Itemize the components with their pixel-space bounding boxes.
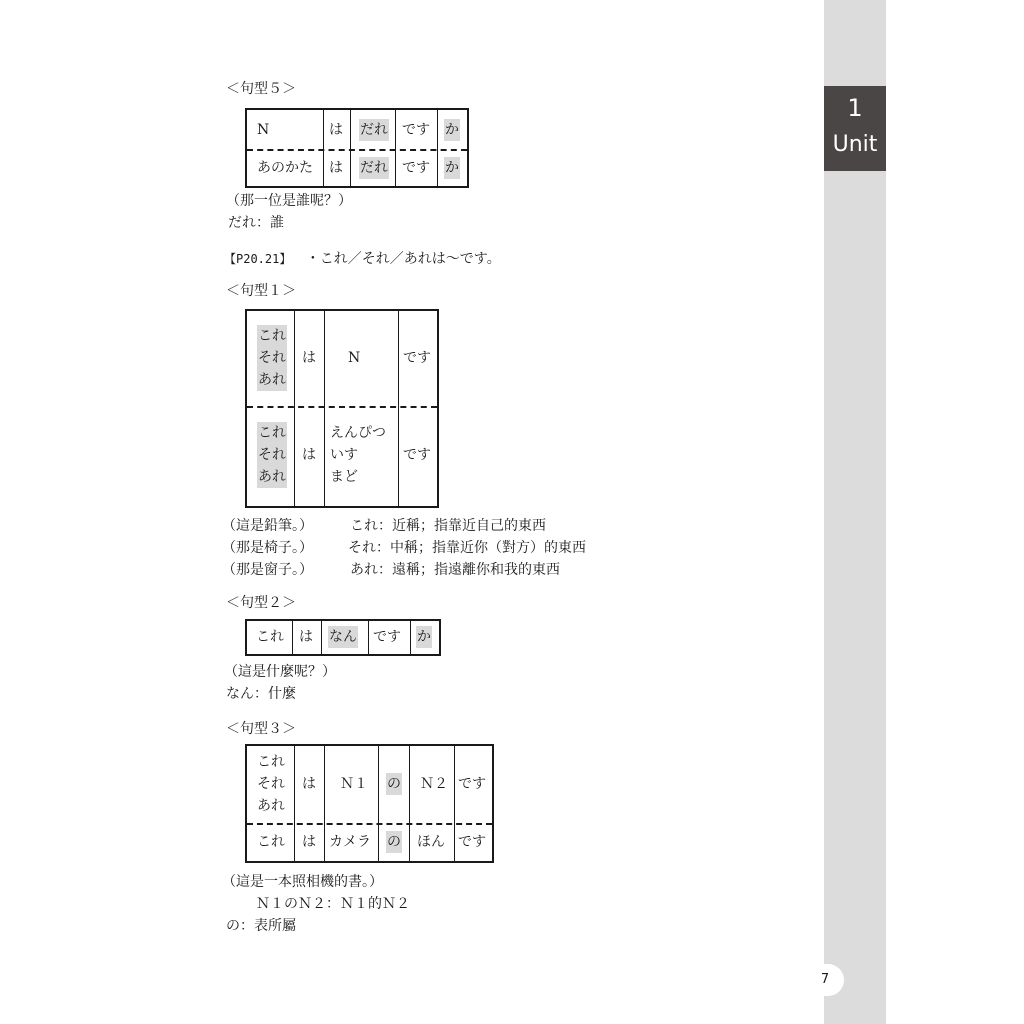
p3-no2: の: [386, 831, 402, 853]
p5-cell-dare2: だれ: [359, 157, 389, 179]
p1-kore2: これ: [257, 422, 287, 444]
pattern1-table: [245, 309, 439, 508]
p1-translation-3: （那是窗子。）: [222, 562, 313, 578]
p2-kore: これ: [256, 629, 284, 645]
pattern1-heading: ＜句型１＞: [226, 283, 296, 299]
p1-wa: は: [302, 350, 316, 366]
unit-tab: [824, 86, 886, 171]
pattern2-note: なん：什麼: [226, 686, 296, 702]
p1-translation-2: （那是椅子。）: [222, 540, 313, 556]
p3-desu: です: [458, 776, 486, 792]
p1-desu2: です: [403, 447, 431, 463]
p1-note-1: これ：近稱；指靠近自己的東西: [350, 518, 546, 534]
p1-n: N: [348, 350, 361, 366]
p5-cell-wa2: は: [329, 160, 343, 176]
pattern5-heading: ＜句型５＞: [226, 81, 296, 97]
pattern3-table: [245, 744, 494, 863]
page-reference: 【P20.21】: [224, 252, 292, 266]
p1-kore: これ: [257, 325, 287, 347]
p5-cell-anokata: あのかた: [257, 160, 313, 176]
p1-sore: それ: [257, 347, 287, 369]
p5-cell-dare: だれ: [359, 119, 389, 141]
unit-label: Unit: [832, 132, 878, 157]
pattern3-note-1: Ｎ１のＮ２：Ｎ１的Ｎ２: [256, 896, 410, 912]
p5-cell-wa: は: [329, 122, 343, 138]
p1-note-3: あれ：遠稱；指遠離你和我的東西: [350, 562, 560, 578]
p3-sore: それ: [257, 776, 285, 792]
pattern3-translation: （這是一本照相機的書。）: [222, 874, 383, 890]
page-number: 7: [806, 964, 844, 996]
p3-no: の: [386, 773, 402, 795]
p3-kore2: これ: [257, 834, 285, 850]
p3-camera: カメラ: [329, 834, 371, 850]
p5-cell-ka2: か: [444, 157, 460, 179]
pattern2-translation: （這是什麼呢？）: [224, 664, 336, 680]
reference-line: [224, 250, 501, 268]
p1-desu: です: [403, 350, 431, 366]
p5-cell-n: N: [257, 122, 270, 138]
pattern5-note: だれ：誰: [228, 215, 284, 231]
p1-isu: いす: [330, 447, 358, 463]
unit-number: 1: [847, 94, 863, 122]
p1-wa2: は: [302, 447, 316, 463]
p3-kore: これ: [257, 754, 285, 770]
p5-cell-desu2: です: [402, 160, 430, 176]
pattern2-heading: ＜句型２＞: [226, 595, 296, 611]
reference-text: ・これ／それ／あれは～です。: [305, 251, 501, 267]
p2-wa: は: [299, 629, 313, 645]
p2-nan: なん: [328, 626, 358, 648]
p5-cell-desu: です: [402, 122, 430, 138]
p2-ka: か: [416, 626, 432, 648]
p3-wa: は: [302, 776, 316, 792]
pattern5-table: [245, 108, 469, 188]
p1-are: あれ: [257, 369, 287, 391]
pattern5-translation: （那一位是誰呢？）: [226, 193, 352, 209]
p5-cell-ka: か: [444, 119, 460, 141]
p2-desu: です: [373, 629, 401, 645]
p3-are: あれ: [257, 798, 285, 814]
p3-n1: Ｎ１: [340, 776, 368, 792]
pattern2-table: [245, 619, 441, 656]
p3-wa2: は: [302, 834, 316, 850]
p1-mado: まど: [330, 469, 358, 485]
p3-n2: Ｎ２: [420, 776, 448, 792]
p3-desu2: です: [458, 834, 486, 850]
pattern3-note-2: の：表所屬: [226, 918, 296, 934]
p1-sore2: それ: [257, 444, 287, 466]
p1-note-2: それ：中稱；指靠近你（對方）的東西: [348, 540, 586, 556]
p1-are2: あれ: [257, 466, 287, 488]
p1-translation-1: （這是鉛筆。）: [222, 518, 313, 534]
pattern3-heading: ＜句型３＞: [226, 721, 296, 737]
p3-hon: ほん: [417, 834, 445, 850]
p1-enpitsu: えんぴつ: [330, 425, 386, 441]
